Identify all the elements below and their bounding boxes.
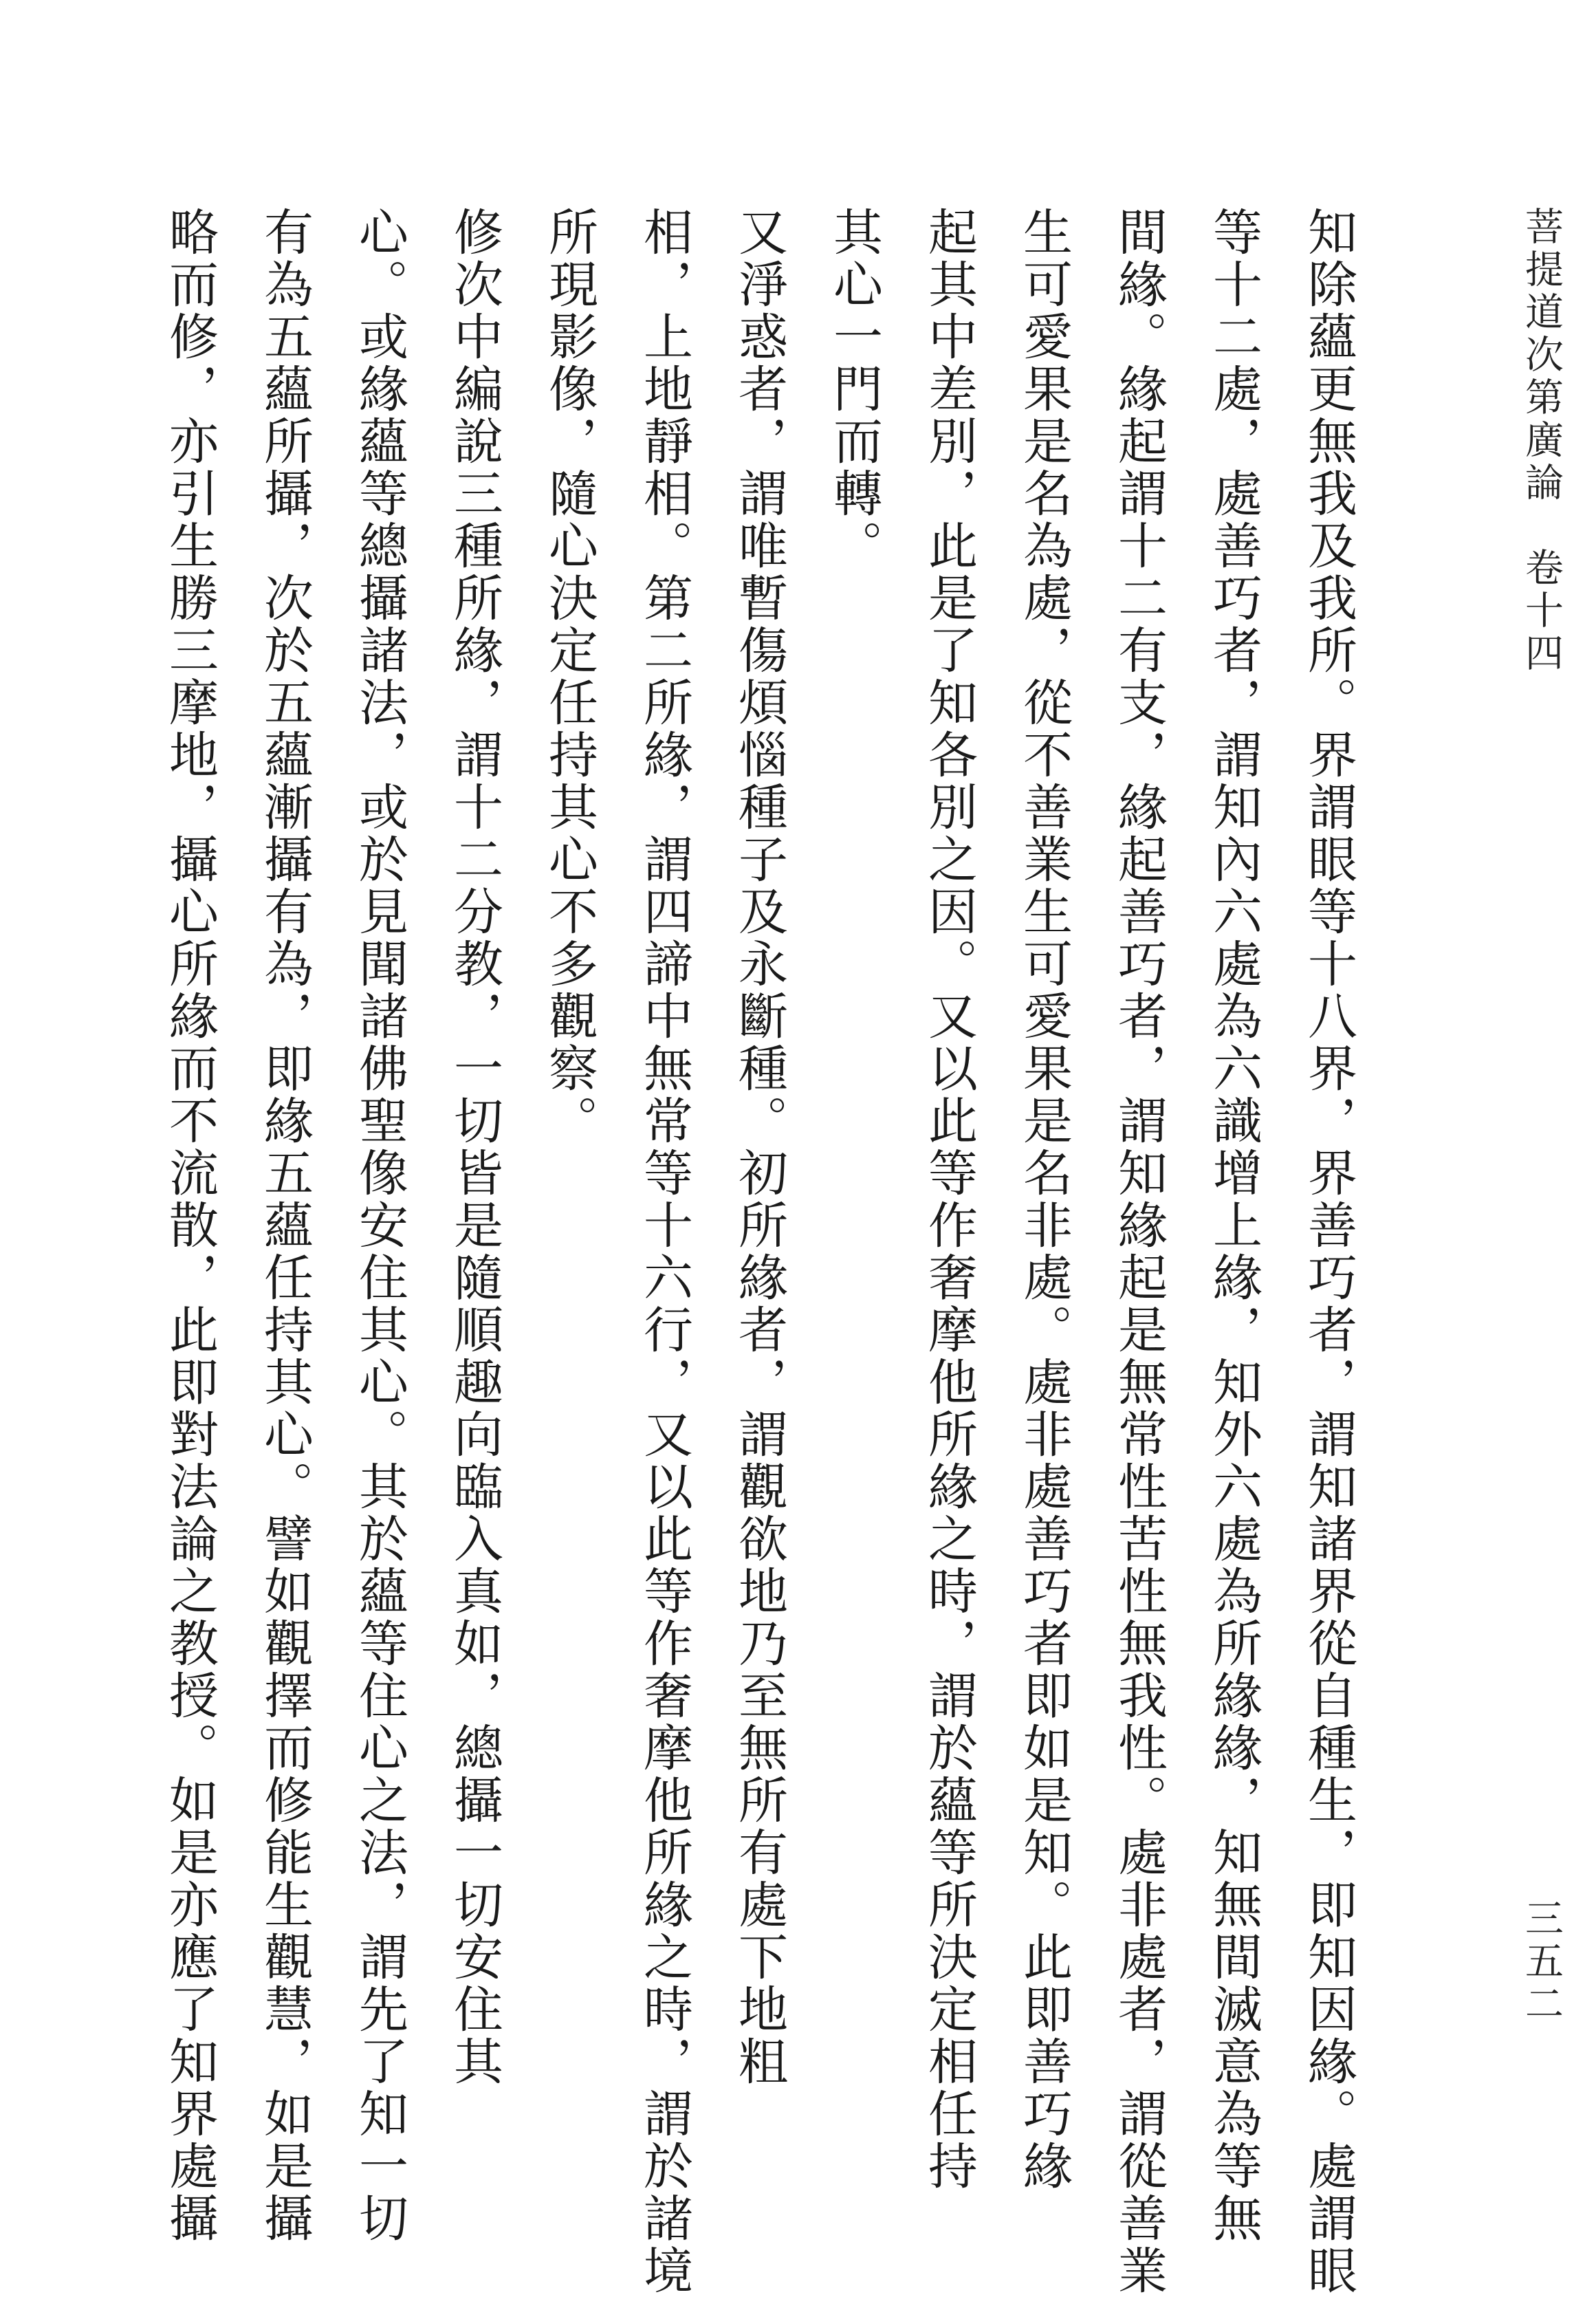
text-column-7: 又淨惑者，謂唯暫傷煩惱種子及永斷種。初所緣者，謂觀欲地乃至無所有處下地粗 [730, 206, 788, 2088]
gloss-3 [1311, 437, 1346, 558]
text-column-9: 所現影像，隨心決定任持其心不多觀察。 [540, 206, 598, 1147]
text-column-4: 生可愛果是名為處，從不善業生可愛果是名非處。處非處善巧者即如是知。此即善巧緣 [1015, 206, 1073, 2192]
gloss-15 [1311, 1884, 1346, 2005]
text-column-3: 間緣。緣起謂十二有支，緣起善巧者，謂知緣起是無常性苦性無我性。處非處者，謂從善業 [1110, 206, 1168, 2297]
text-column-8: 相，上地靜相。第二所緣，謂四諦中無常等十六行，又以此等作奢摩他所緣之時，謂於諸境 [635, 206, 693, 2297]
gloss-12 [1311, 1583, 1346, 1644]
gloss-10 [1311, 1382, 1346, 1443]
gloss-5 [1311, 941, 1346, 1001]
page-number: 三五二 [1519, 1898, 1564, 2026]
text-column-1: 知除蘊更無我及我所。界謂眼等十八界，界善巧者，謂知諸界從自種生，即知因緣。處謂眼 [1300, 206, 1357, 2297]
gloss-7 [1311, 1081, 1346, 1202]
gloss-1 [1311, 206, 1346, 297]
gloss-9 [1311, 1312, 1346, 1373]
text-column-2: 等十二處，處善巧者，謂知內六處為六識增上緣，知外六處為所緣緣，知無間滅意為等無 [1205, 206, 1262, 2245]
gloss-14 [1311, 1844, 1346, 1875]
gloss-2 [1311, 307, 1346, 428]
text-column-6: 其心一門而轉。 [825, 206, 883, 572]
gloss-4 [1311, 568, 1346, 931]
text-column-11: 心。或緣蘊等總攝諸法，或於見聞諸佛聖像安住其心。其於蘊等住心之法，謂先了知一切 [351, 206, 408, 2245]
gloss-6 [1311, 1011, 1346, 1071]
gloss-8 [1311, 1212, 1346, 1303]
running-header-title: 菩提道次第廣論 卷十四 [1519, 206, 1564, 675]
text-column-13: 略而修，亦引生勝三摩地，攝心所緣而不流散，此即對法論之教授。如是亦應了知界處攝 [161, 206, 219, 2245]
text-column-5: 起其中差別，此是了知各別之因。又以此等作奢摩他所緣之時，謂於蘊等所決定相任持 [920, 206, 978, 2192]
gloss-13 [1311, 1653, 1346, 1835]
text-column-10: 修次中編說三種所緣，謂十二分教，一切皆是隨順趣向臨入真如，總攝一切安住其 [446, 206, 503, 2088]
text-column-12: 有為五蘊所攝，次於五蘊漸攝有為，即緣五蘊任持其心。譬如觀擇而修能生觀慧，如是攝 [256, 206, 314, 2245]
gloss-11 [1311, 1452, 1346, 1574]
